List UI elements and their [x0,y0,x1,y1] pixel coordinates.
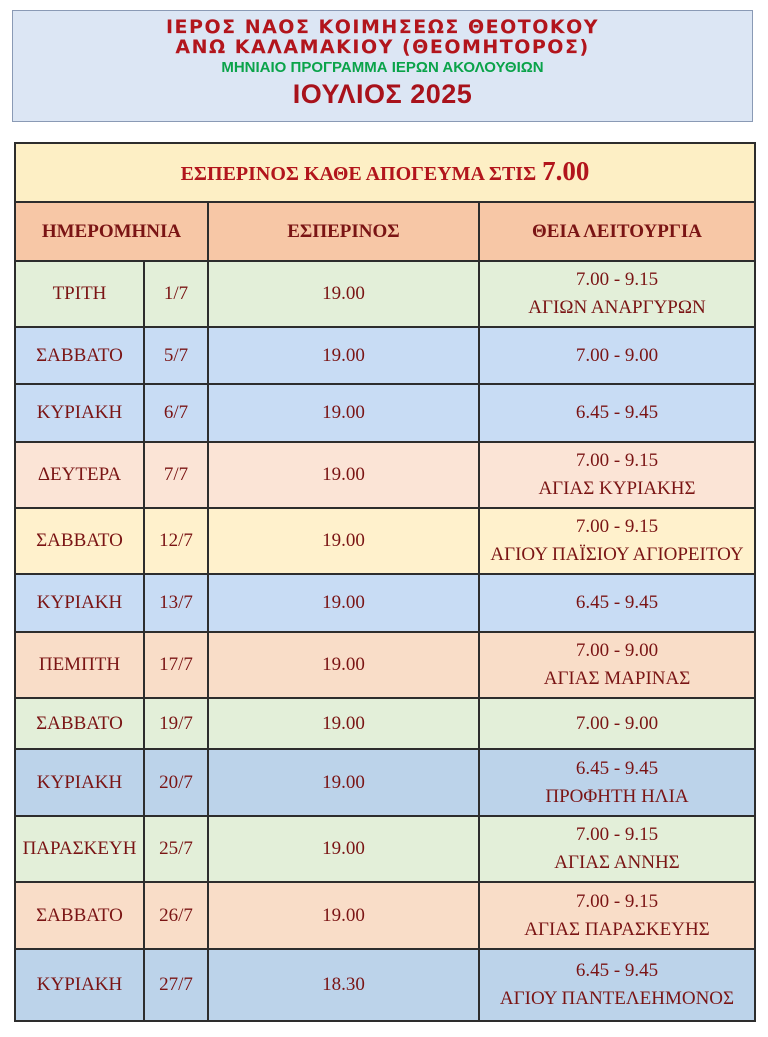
feast-name: ΑΓΙΑΣ ΚΥΡΙΑΚΗΣ [538,478,696,499]
day-cell: ΚΥΡΙΑΚΗ [15,384,144,442]
liturgy-time: 7.00 - 9.00 [575,640,659,661]
liturgy-time: 6.45 - 9.45 [575,757,659,779]
table-row [15,749,755,816]
day-cell: ΠΑΡΑΣΚΕΥΗ [15,816,144,882]
table-row [15,882,755,949]
table-row [15,574,755,632]
banner-text: ΕΣΠΕΡΙΝΟΣ ΚΑΘΕ ΑΠΟΓΕΥΜΑ ΣΤΙΣ [180,162,537,185]
liturgy-cell [479,261,755,327]
day-cell: ΤΡΙΤΗ [15,261,144,327]
day-cell: ΚΥΡΙΑΚΗ [15,574,144,632]
vespers-cell: 19.00 [208,574,479,632]
date-cell: 5/7 [144,327,208,384]
table-row [15,327,755,384]
liturgy-cell [479,816,755,882]
schedule-table [14,142,756,1022]
day-cell: ΚΥΡΙΑΚΗ [15,749,144,816]
liturgy-cell [479,882,755,949]
liturgy-cell [479,442,755,508]
date-cell: 1/7 [144,261,208,327]
vespers-cell: 19.00 [208,508,479,574]
day-cell: ΣΑΒΒΑΤΟ [15,327,144,384]
feast-name: ΑΓΙΟΥ ΠΑΪΣΙΟΥ ΑΓΙΟΡΕΙΤΟΥ [490,544,744,565]
table-row [15,442,755,508]
vespers-banner [15,143,755,202]
feast-name: ΑΓΙΩΝ ΑΝΑΡΓΥΡΩΝ [528,297,706,318]
column-header-row [15,202,755,261]
vespers-cell: 19.00 [208,816,479,882]
date-cell: 25/7 [144,816,208,882]
church-location: ΑΝΩ ΚΑΛΑΜΑΚΙΟΥ (ΘΕΟΜΗΤΟΡΟΣ) [175,36,590,58]
church-name: ΙΕΡΟΣ ΝΑΟΣ ΚΟΙΜΗΣΕΩΣ ΘΕΟΤΟΚΟΥ [165,16,600,38]
table-row [15,384,755,442]
vespers-cell: 19.00 [208,749,479,816]
liturgy-time: 7.00 - 9.15 [575,450,659,471]
day-cell: ΠΕΜΠΤΗ [15,632,144,698]
liturgy-time: 7.00 - 9.15 [575,516,659,537]
day-cell: ΚΥΡΙΑΚΗ [15,949,144,1021]
liturgy-time: 7.00 - 9.15 [575,890,659,912]
page-header [12,10,753,122]
schedule-subtitle: ΜΗΝΙΑΙΟ ΠΡΟΓΡΑΜΜΑ ΙΕΡΩΝ ΑΚΟΛΟΥΘΙΩΝ [221,59,544,76]
liturgy-cell [479,508,755,574]
table-row [15,949,755,1021]
feast-name: ΑΓΙΑΣ ΑΝΝΗΣ [554,852,680,873]
date-cell: 19/7 [144,698,208,749]
feast-name: ΑΓΙΟΥ ΠΑΝΤΕΛΕΗΜΟΝΟΣ [499,988,735,1009]
table-row [15,698,755,749]
header-date: ΗΜΕΡΟΜΗΝΙΑ [15,202,208,261]
liturgy-cell [479,698,755,749]
liturgy-time: 6.45 - 9.45 [575,960,659,981]
liturgy-time: 7.00 - 9.00 [575,344,659,366]
liturgy-cell [479,632,755,698]
vespers-cell: 19.00 [208,698,479,749]
header-liturgy: ΘΕΙΑ ΛΕΙΤΟΥΡΓΙΑ [479,202,755,261]
vespers-cell: 19.00 [208,442,479,508]
date-cell: 12/7 [144,508,208,574]
liturgy-time: 7.00 - 9.15 [575,824,659,845]
feast-name: ΠΡΟΦΗΤΗ ΗΛΙΑ [545,785,689,807]
vespers-cell: 19.00 [208,384,479,442]
table-row [15,508,755,574]
date-cell: 7/7 [144,442,208,508]
day-cell: ΣΑΒΒΑΤΟ [15,882,144,949]
banner-row [15,143,755,202]
vespers-cell: 19.00 [208,882,479,949]
liturgy-cell [479,749,755,816]
vespers-cell: 19.00 [208,261,479,327]
vespers-cell: 19.00 [208,632,479,698]
banner-time: 7.00 [542,155,590,186]
liturgy-cell [479,574,755,632]
date-cell: 20/7 [144,749,208,816]
day-cell: ΔΕΥΤΕΡΑ [15,442,144,508]
table-row [15,261,755,327]
liturgy-time: 7.00 - 9.00 [575,712,659,734]
table-row [15,632,755,698]
date-cell: 17/7 [144,632,208,698]
date-cell: 27/7 [144,949,208,1021]
liturgy-cell [479,384,755,442]
month-title: ΙΟΥΛΙΟΣ 2025 [292,79,473,109]
date-cell: 6/7 [144,384,208,442]
vespers-cell: 18.30 [208,949,479,1021]
liturgy-time: 6.45 - 9.45 [575,402,659,423]
date-cell: 13/7 [144,574,208,632]
header-vespers: ΕΣΠΕΡΙΝΟΣ [208,202,479,261]
liturgy-cell [479,949,755,1021]
liturgy-cell [479,327,755,384]
date-cell: 26/7 [144,882,208,949]
table-row [15,816,755,882]
liturgy-time: 6.45 - 9.45 [575,592,659,613]
day-cell: ΣΑΒΒΑΤΟ [15,698,144,749]
vespers-cell: 19.00 [208,327,479,384]
feast-name: ΑΓΙΑΣ ΜΑΡΙΝΑΣ [543,668,691,689]
liturgy-time: 7.00 - 9.15 [575,269,659,290]
feast-name: ΑΓΙΑΣ ΠΑΡΑΣΚΕΥΗΣ [524,918,710,940]
day-cell: ΣΑΒΒΑΤΟ [15,508,144,574]
